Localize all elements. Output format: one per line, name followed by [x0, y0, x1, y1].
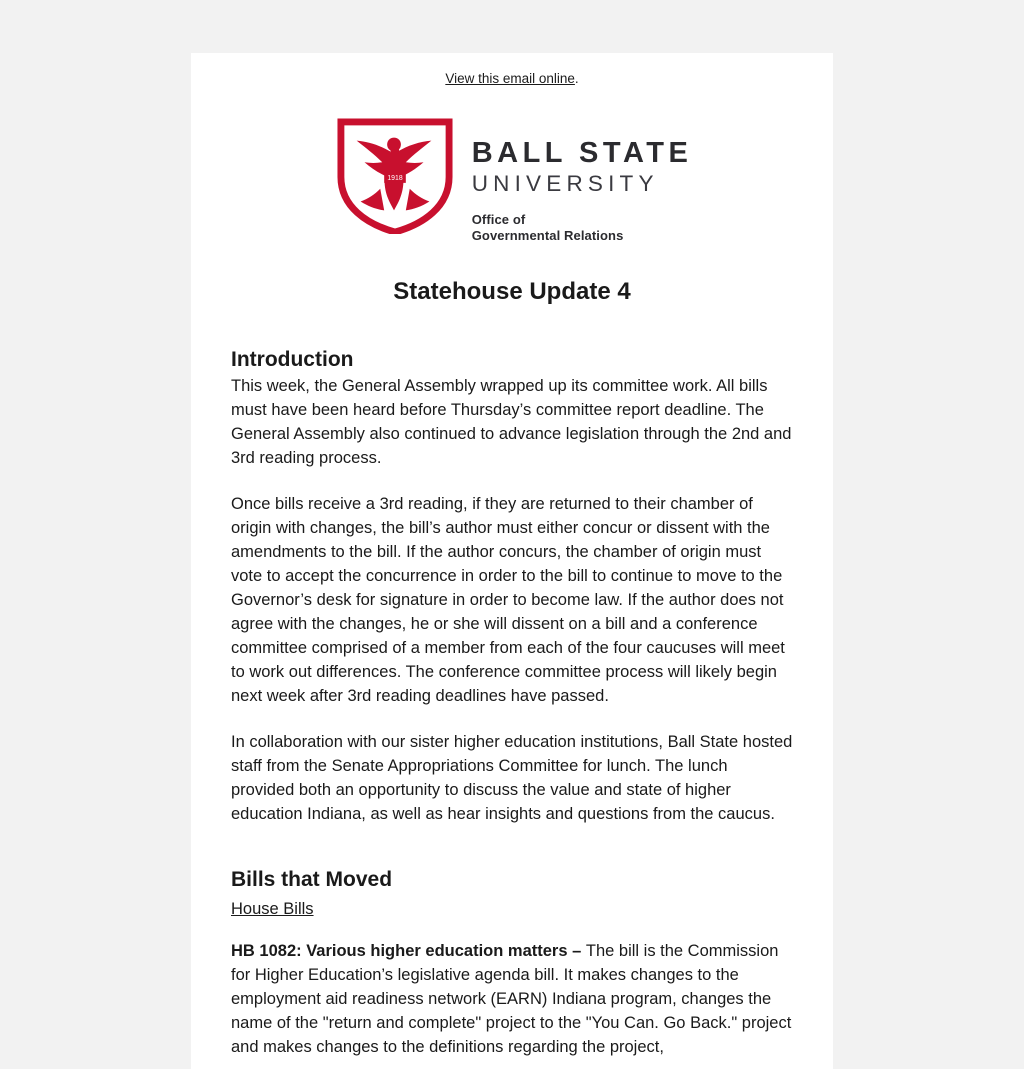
intro-paragraph-2: Once bills receive a 3rd reading, if they are returned to their chamber of origin with changes, the bill’s author must either concur or dissent with the amendments to the bill. If the author concurs, the chamber of origin must vote to accept the concurrence in order to the bill to continue to move to the Governor’s desk for signature in order to become law. If the author does not agree with the changes, he or she will dissent on a bill and a conference committee comprised of a member from each of the four caucuses will meet to work out differences. The conference committee process will likely begin next week after 3rd reading deadlines have passed. [231, 495, 785, 706]
bill-entry [231, 939, 793, 1059]
email-content [191, 348, 833, 1059]
brand-wordmark-line1: BALL STATE [471, 137, 693, 169]
email-body [191, 53, 833, 1069]
brand-logo [191, 92, 833, 250]
section-heading-bills-that-moved: Bills that Moved [231, 868, 393, 892]
preheader-period: . [574, 71, 579, 86]
ball-state-cardinal-crest-icon [332, 116, 458, 234]
intro-paragraph-1: This week, the General Assembly wrapped up its committee work. All bills must have been heard before Thursday’s committee report deadline. The General Assembly also continued to advance legislation through the 2nd and 3rd reading process. [231, 377, 792, 468]
brand-wordmark-line2: UNIVERSITY [471, 171, 659, 197]
section-heading-introduction: Introduction [231, 348, 354, 372]
view-email-online-link[interactable]: View this email online [445, 71, 575, 86]
bill-title: HB 1082: Various higher education matters – [231, 942, 586, 961]
brand-subtitle-line1: Office of [471, 211, 526, 227]
preheader [191, 53, 833, 92]
page-title: Statehouse Update 4 [393, 278, 631, 306]
house-bills-link[interactable]: House Bills [231, 900, 314, 919]
intro-paragraph-3: In collaboration with our sister higher education institutions, Ball State hosted staff from the Senate Appropriations Committee for lunch. The lunch provided both an opportunity to discuss the value and state of higher education Indiana, as well as hear insights and questions from the caucus. [231, 733, 793, 824]
bill-description: The bill is the Commission for Higher Education’s legislative agenda bill. It makes changes to the employment aid readiness network (EARN) Indiana program, changes the name of the "return and complete" project to the "You Can. Go Back." project and makes changes to the definitions regarding the project, [231, 942, 792, 1057]
brand-subtitle-line2: Governmental Relations [471, 228, 624, 244]
svg-text:1918: 1918 [387, 174, 403, 182]
